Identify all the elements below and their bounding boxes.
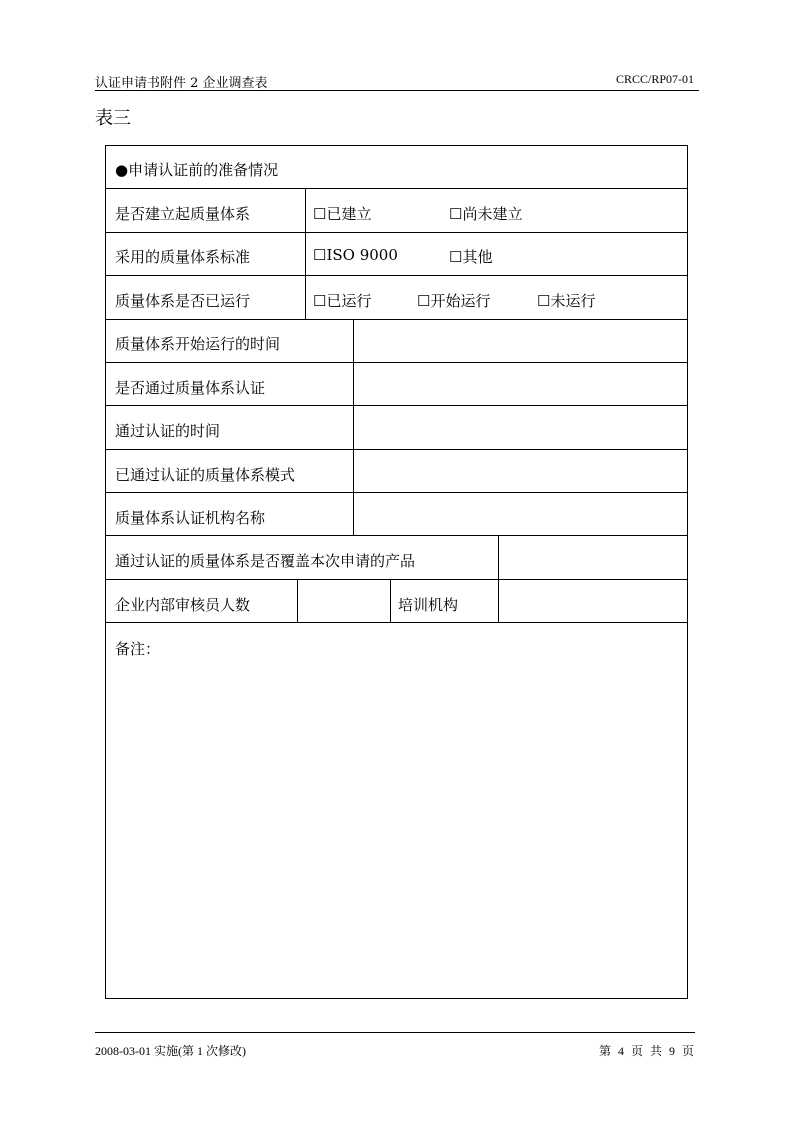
row-divider xyxy=(105,232,688,233)
row-divider xyxy=(105,449,688,450)
running-option-not-running-checkbox[interactable]: ☐未运行 xyxy=(537,292,596,310)
cert-body-label: 质量体系认证机构名称 xyxy=(115,509,266,527)
table-border-top xyxy=(105,145,688,146)
established-option-no-checkbox[interactable]: ☐尚未建立 xyxy=(449,205,523,223)
established-option-yes-checkbox[interactable]: ☐已建立 xyxy=(313,205,372,223)
training-label: 培训机构 xyxy=(398,596,459,614)
document-header-title: 认证申请书附件 2 企业调查表 xyxy=(95,76,268,91)
standard-option-other-checkbox[interactable]: ☐其他 xyxy=(449,248,493,266)
row-divider xyxy=(105,579,688,580)
footer-divider xyxy=(95,1032,695,1033)
coverage-label: 通过认证的质量体系是否覆盖本次申请的产品 xyxy=(115,552,416,570)
column-divider xyxy=(498,535,499,622)
row-divider xyxy=(105,188,688,189)
row-divider xyxy=(105,492,688,493)
cert-mode-label: 已通过认证的质量体系模式 xyxy=(115,466,296,484)
cert-time-label: 通过认证的时间 xyxy=(115,422,221,440)
standard-option-iso9000-checkbox[interactable]: ☐ISO 9000 xyxy=(313,246,398,264)
row-divider xyxy=(105,275,688,276)
standard-label: 采用的质量体系标准 xyxy=(115,248,251,266)
column-divider xyxy=(305,188,306,319)
footer-effective-date: 2008-03-01 实施(第 1 次修改) xyxy=(95,1044,246,1058)
established-label: 是否建立起质量体系 xyxy=(115,205,251,223)
certified-label: 是否通过质量体系认证 xyxy=(115,379,266,397)
table-border-right xyxy=(687,145,688,998)
row-divider xyxy=(105,319,688,320)
start-time-label: 质量体系开始运行的时间 xyxy=(115,335,281,353)
section-title: ●申请认证前的准备情况 xyxy=(115,161,279,179)
column-divider xyxy=(297,579,298,622)
table-border-bottom xyxy=(105,998,688,999)
running-option-started-checkbox[interactable]: ☐开始运行 xyxy=(417,292,491,310)
row-divider xyxy=(105,622,688,623)
remarks-field[interactable] xyxy=(115,664,675,984)
document-code: CRCC/RP07-01 xyxy=(615,72,694,86)
running-label: 质量体系是否已运行 xyxy=(115,292,251,310)
auditors-label: 企业内部审核员人数 xyxy=(115,596,251,614)
column-divider xyxy=(353,319,354,535)
remarks-label: 备注： xyxy=(115,640,161,658)
header-divider xyxy=(95,90,699,91)
table-border-left xyxy=(105,145,106,998)
running-option-running-checkbox[interactable]: ☐已运行 xyxy=(313,292,372,310)
row-divider xyxy=(105,535,688,536)
row-divider xyxy=(105,362,688,363)
row-divider xyxy=(105,405,688,406)
page-number: 第 4 页 共 9 页 xyxy=(598,1044,694,1058)
table-title: 表三 xyxy=(95,108,131,129)
column-divider xyxy=(390,579,391,622)
